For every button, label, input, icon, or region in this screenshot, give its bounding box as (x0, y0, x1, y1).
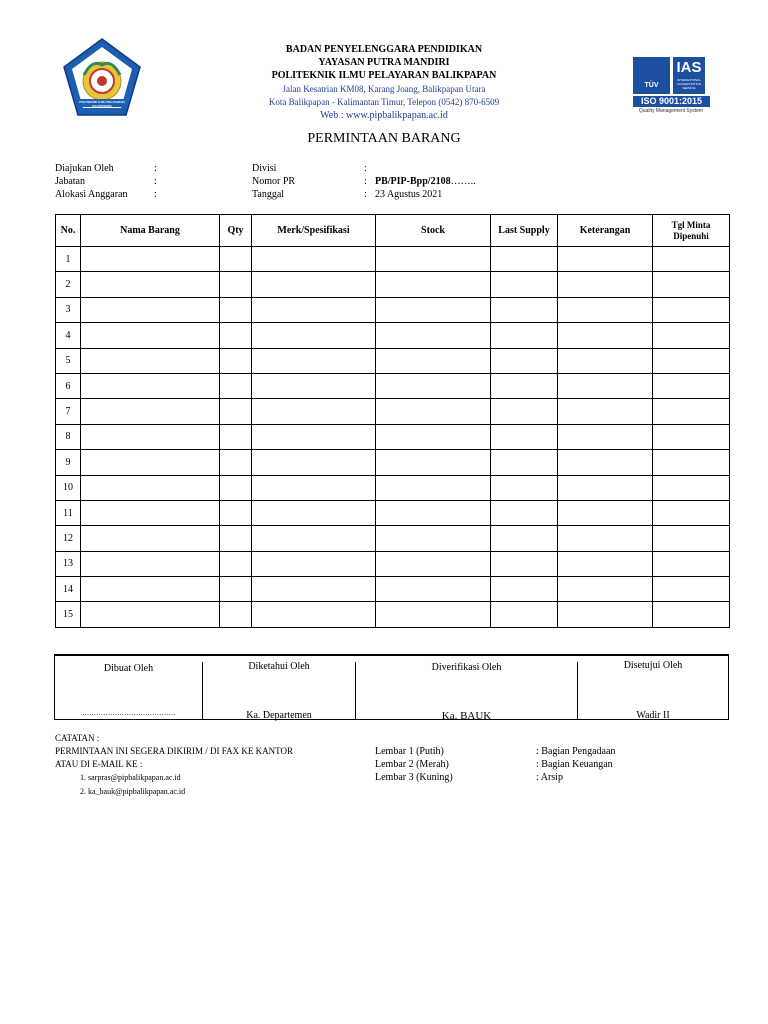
cell-qty[interactable] (220, 247, 252, 272)
cell-last-supply[interactable] (491, 602, 558, 627)
cell-last-supply[interactable] (491, 247, 558, 272)
cell-tgl[interactable] (653, 247, 730, 272)
cell-tgl[interactable] (653, 424, 730, 449)
notes-line2: ATAU DI E-MAIL KE : (55, 759, 143, 769)
lembar-2-dest: : Bagian Keuangan (536, 759, 613, 770)
table-row (56, 450, 730, 475)
certification-logo: TÜV IAS INTERNATIONAL ACCREDITATION SERVICE ISO 9001:2015 Quality Management System (630, 54, 712, 116)
cell-last-supply[interactable] (491, 450, 558, 475)
cell-keterangan[interactable] (558, 551, 653, 576)
cell-qty[interactable] (220, 500, 252, 525)
cell-keterangan[interactable] (558, 475, 653, 500)
cell-stock[interactable] (376, 424, 491, 449)
column-header: Qty (220, 215, 252, 247)
header-address1: Jalan Kesatrian KM08, Karang Joang, Balikpapan Utara (282, 84, 486, 94)
cell-stock[interactable] (376, 247, 491, 272)
cell-merk[interactable] (252, 500, 376, 525)
cell-merk[interactable] (252, 399, 376, 424)
cell-stock[interactable] (376, 297, 491, 322)
cell-merk[interactable] (252, 348, 376, 373)
row-number: 12 (56, 526, 81, 551)
header-org1: BADAN PENYELENGGARA PENDIDIKAN (285, 44, 483, 55)
cell-merk[interactable] (252, 526, 376, 551)
cell-last-supply[interactable] (491, 500, 558, 525)
cell-keterangan[interactable] (558, 500, 653, 525)
lembar-1-label: Lembar 1 (Putih) (375, 746, 444, 757)
table-row (56, 424, 730, 449)
table-row (56, 500, 730, 525)
cell-stock[interactable] (376, 450, 491, 475)
cell-keterangan[interactable] (558, 577, 653, 602)
cell-nama[interactable] (81, 297, 220, 322)
cell-last-supply[interactable] (491, 424, 558, 449)
cell-qty[interactable] (220, 424, 252, 449)
cell-qty[interactable] (220, 399, 252, 424)
nomor-value (375, 176, 476, 187)
cell-tgl[interactable] (653, 475, 730, 500)
label-nomor: Nomor PR (252, 176, 296, 187)
colon: : (364, 189, 367, 200)
cell-qty[interactable] (220, 450, 252, 475)
cell-stock[interactable] (376, 323, 491, 348)
tanggal-value: 23 Agustus 2021 (375, 189, 443, 200)
cell-merk[interactable] (252, 475, 376, 500)
table-row (56, 399, 730, 424)
cell-tgl[interactable] (653, 450, 730, 475)
signature-box (54, 654, 729, 720)
cell-merk[interactable] (252, 373, 376, 398)
cell-last-supply[interactable] (491, 373, 558, 398)
cell-last-supply[interactable] (491, 323, 558, 348)
cell-nama[interactable] (81, 348, 220, 373)
cell-merk[interactable] (252, 577, 376, 602)
cell-tgl[interactable] (653, 272, 730, 297)
header-org3: POLITEKNIK ILMU PELAYARAN BALIKPAPAN (271, 70, 497, 81)
table-row (56, 297, 730, 322)
header-org2: YAYASAN PUTRA MANDIRI (318, 57, 450, 68)
cell-stock[interactable] (376, 551, 491, 576)
notes-email1: 1. sarpras@pipbalikpapan.ac.id (80, 773, 181, 782)
row-number: 5 (56, 348, 81, 373)
cell-keterangan[interactable] (558, 272, 653, 297)
cell-nama[interactable] (81, 450, 220, 475)
cell-qty[interactable] (220, 272, 252, 297)
cell-tgl[interactable] (653, 323, 730, 348)
cell-nama[interactable] (81, 577, 220, 602)
cell-nama[interactable] (81, 475, 220, 500)
cell-qty[interactable] (220, 551, 252, 576)
cell-last-supply[interactable] (491, 551, 558, 576)
cell-keterangan[interactable] (558, 323, 653, 348)
cell-nama[interactable] (81, 551, 220, 576)
cell-stock[interactable] (376, 577, 491, 602)
table-row (56, 577, 730, 602)
cell-merk[interactable] (252, 247, 376, 272)
column-header: Stock (376, 215, 491, 247)
cell-keterangan[interactable] (558, 373, 653, 398)
cell-merk[interactable] (252, 602, 376, 627)
row-number: 15 (56, 602, 81, 627)
cell-nama[interactable] (81, 247, 220, 272)
cell-merk[interactable] (252, 424, 376, 449)
cell-tgl[interactable] (653, 297, 730, 322)
nomor-value-code: PB/PIP-Bpp/2108 (375, 176, 451, 187)
cell-last-supply[interactable] (491, 577, 558, 602)
cell-nama[interactable] (81, 373, 220, 398)
cell-stock[interactable] (376, 272, 491, 297)
colon: : (154, 163, 157, 174)
row-number: 9 (56, 450, 81, 475)
row-number: 10 (56, 475, 81, 500)
ias-badge: IAS INTERNATIONAL ACCREDITATION SERVICE (673, 57, 705, 94)
lembar-2-label: Lembar 2 (Merah) (375, 759, 449, 770)
row-number: 8 (56, 424, 81, 449)
table-row (56, 602, 730, 627)
row-number: 4 (56, 323, 81, 348)
colon: : (154, 189, 157, 200)
signature-line: …………………………………. (82, 709, 175, 717)
cell-tgl[interactable] (653, 348, 730, 373)
label-jabatan: Jabatan (55, 176, 85, 187)
cell-nama[interactable] (81, 526, 220, 551)
sig-diverifikasi: Diverifikasi Oleh Ka. BAUK (431, 662, 502, 722)
cell-qty[interactable] (220, 475, 252, 500)
cell-tgl[interactable] (653, 373, 730, 398)
notes-line1: PERMINTAAN INI SEGERA DIKIRIM / DI FAX KE KANTOR (55, 746, 293, 756)
column-header: Keterangan (558, 215, 653, 247)
cell-last-supply[interactable] (491, 272, 558, 297)
notes-catatan: CATATAN : (55, 733, 100, 743)
cell-stock[interactable] (376, 500, 491, 525)
cell-qty[interactable] (220, 297, 252, 322)
table-header-row (56, 215, 730, 247)
row-number: 14 (56, 577, 81, 602)
cell-stock[interactable] (376, 526, 491, 551)
row-number: 6 (56, 373, 81, 398)
cell-last-supply[interactable] (491, 399, 558, 424)
cell-last-supply[interactable] (491, 297, 558, 322)
cell-stock[interactable] (376, 348, 491, 373)
colon: : (364, 176, 367, 187)
table-row (56, 247, 730, 272)
cell-qty[interactable] (220, 323, 252, 348)
cell-merk[interactable] (252, 551, 376, 576)
cell-nama[interactable] (81, 272, 220, 297)
cell-keterangan[interactable] (558, 247, 653, 272)
cell-nama[interactable] (81, 399, 220, 424)
header-web: Web : www.pipbalikpapan.ac.id (320, 110, 448, 121)
row-number: 3 (56, 297, 81, 322)
cell-tgl[interactable] (653, 551, 730, 576)
table-row (56, 475, 730, 500)
cell-nama[interactable] (81, 500, 220, 525)
table-row (56, 323, 730, 348)
cell-last-supply[interactable] (491, 348, 558, 373)
sig-dibuat: Dibuat Oleh …………………………………. (55, 656, 202, 720)
logo-caption: POLITEKNIK ILMU PELAYARAN BALIKPAPAN (79, 100, 125, 108)
table-row (56, 551, 730, 576)
lembar-1-dest: : Bagian Pengadaan (536, 746, 616, 757)
header-address2: Kota Balikpapan - Kalimantan Timur, Telepon (0542) 870-6509 (268, 97, 500, 107)
cell-stock[interactable] (376, 399, 491, 424)
label-tanggal: Tanggal (252, 189, 285, 200)
iso-badge: ISO 9001:2015 (633, 96, 710, 107)
cell-qty[interactable] (220, 577, 252, 602)
cell-keterangan[interactable] (558, 297, 653, 322)
label-divisi: Divisi (252, 163, 277, 174)
cell-keterangan[interactable] (558, 602, 653, 627)
cell-last-supply[interactable] (491, 475, 558, 500)
row-number: 13 (56, 551, 81, 576)
lembar-3-label: Lembar 3 (Kuning) (375, 772, 453, 783)
cell-stock[interactable] (376, 475, 491, 500)
cell-tgl[interactable] (653, 399, 730, 424)
cell-keterangan[interactable] (558, 450, 653, 475)
row-number: 1 (56, 247, 81, 272)
label-alokasi: Alokasi Anggaran (55, 189, 128, 200)
cell-keterangan[interactable] (558, 424, 653, 449)
cell-merk[interactable] (252, 323, 376, 348)
cell-qty[interactable] (220, 373, 252, 398)
row-number: 7 (56, 399, 81, 424)
cell-last-supply[interactable] (491, 526, 558, 551)
table-row (56, 272, 730, 297)
colon: : (154, 176, 157, 187)
cell-stock[interactable] (376, 373, 491, 398)
cell-qty[interactable] (220, 348, 252, 373)
cell-nama[interactable] (81, 323, 220, 348)
page-title: PERMINTAAN BARANG (307, 131, 461, 146)
cell-keterangan[interactable] (558, 399, 653, 424)
cell-tgl[interactable] (653, 526, 730, 551)
column-header: Nama Barang (81, 215, 220, 247)
row-number: 2 (56, 272, 81, 297)
cell-merk[interactable] (252, 297, 376, 322)
notes-email2: 2. ka_bauk@pipbalikpapan.ac.id (80, 787, 186, 796)
cell-qty[interactable] (220, 526, 252, 551)
sig-disetujui: Disetujui Oleh Wadir II (623, 660, 683, 721)
cell-qty[interactable] (220, 602, 252, 627)
column-header: Merk/Spesifikasi (252, 215, 376, 247)
column-header: Tgl Minta Dipenuhi (653, 215, 730, 247)
column-header: Last Supply (491, 215, 558, 247)
table-row (56, 526, 730, 551)
items-table (55, 214, 730, 628)
cell-tgl[interactable] (653, 577, 730, 602)
cell-merk[interactable] (252, 450, 376, 475)
row-number: 11 (56, 500, 81, 525)
nomor-value-dots: …….. (450, 176, 476, 187)
cell-stock[interactable] (376, 602, 491, 627)
cell-keterangan[interactable] (558, 348, 653, 373)
cell-nama[interactable] (81, 424, 220, 449)
colon: : (364, 163, 367, 174)
cell-nama[interactable] (81, 602, 220, 627)
sig-diketahui: Diketahui Oleh Ka. Departemen (246, 661, 312, 721)
table-row (56, 373, 730, 398)
cell-tgl[interactable] (653, 602, 730, 627)
cell-keterangan[interactable] (558, 526, 653, 551)
lembar-3-dest: : Arsip (536, 772, 563, 783)
cell-tgl[interactable] (653, 500, 730, 525)
label-diajukan: Diajukan Oleh (55, 163, 114, 174)
table-row (56, 348, 730, 373)
cell-merk[interactable] (252, 272, 376, 297)
column-header: No. (56, 215, 81, 247)
